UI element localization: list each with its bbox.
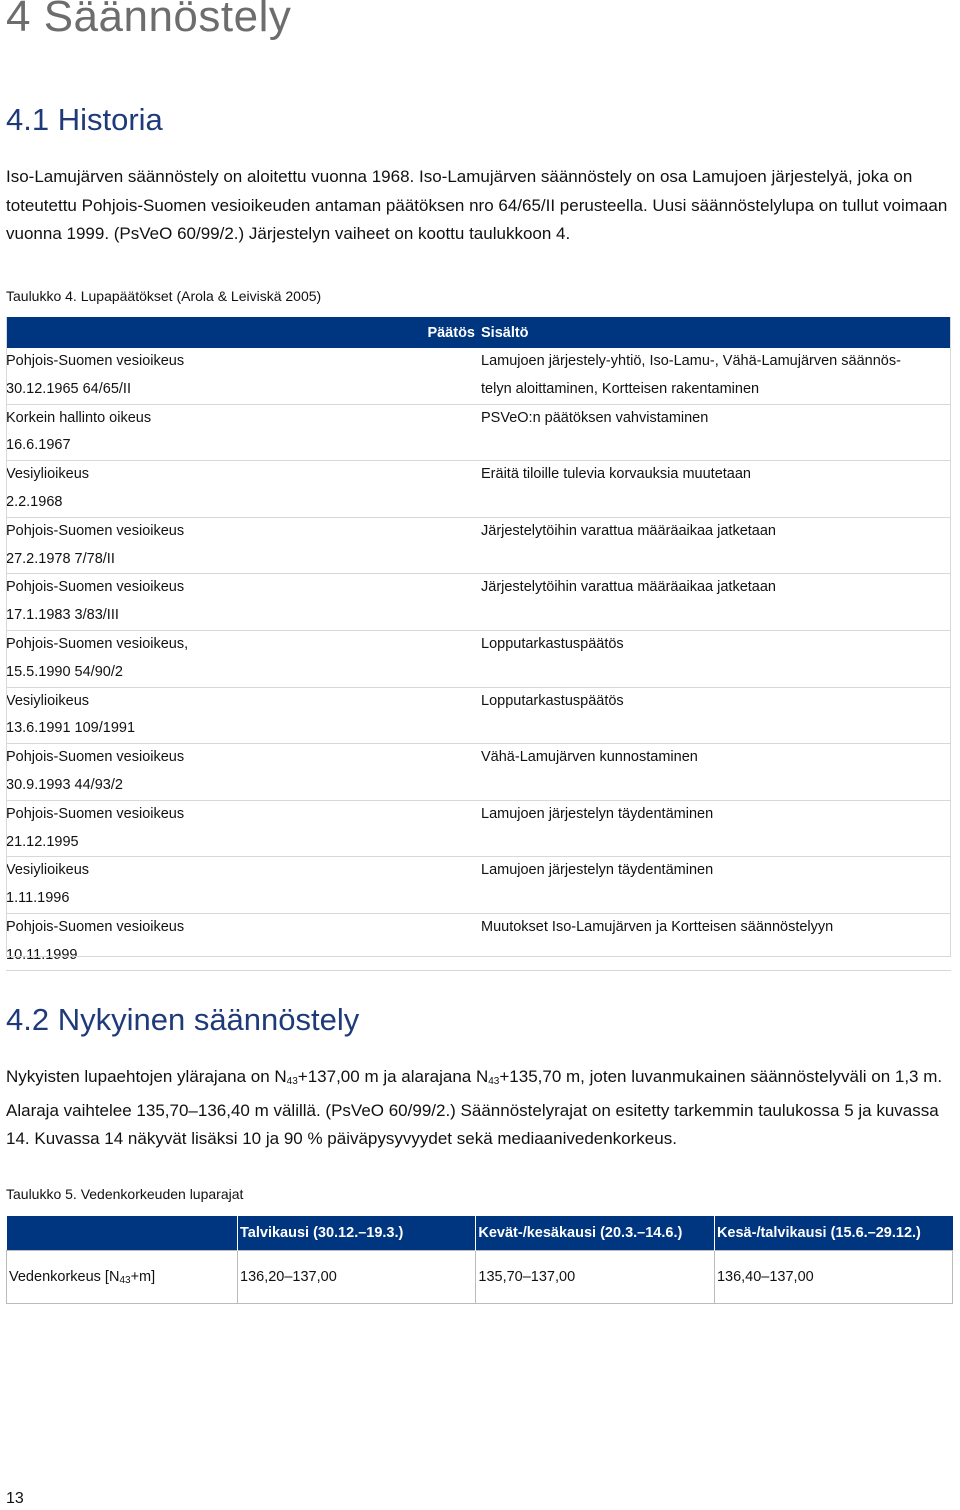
spacer-cell	[409, 517, 481, 574]
authority-text: Pohjois-Suomen vesioikeus,	[6, 635, 189, 652]
content-cell	[481, 857, 951, 914]
table-row	[6, 744, 951, 801]
section-title-nykyinen: 4.2 Nykyinen säännöstely	[6, 1002, 360, 1037]
content-text-line2	[481, 546, 951, 574]
paragraph-text: +135,70 m, joten luvanmukainen säännöstelyväli on 1,3 m. Alaraja vaihtelee 135,70–136,40 m välillä. (PsVeO 60/99/2.) Säännöstelyrajat on esitetty tarkemmin taulukossa 5 ja kuvassa 14. Kuvassa 14 näkyvät lisäksi 10 ja 90 % päiväpysyvyydet sekä mediaanivedenkorkeus.	[6, 1067, 943, 1148]
content-cell	[481, 517, 951, 574]
section-title-historia: 4.1 Historia	[6, 102, 163, 137]
subscript: 43	[286, 1076, 298, 1087]
content-cell	[481, 348, 951, 404]
authority-cell	[6, 857, 409, 914]
decision-text: 16.6.1967	[6, 437, 71, 454]
content-text-line2	[481, 942, 951, 970]
authority-text: Pohjois-Suomen vesioikeus	[6, 353, 185, 369]
table-row	[7, 1251, 953, 1304]
decision-text: 2.2.1968	[6, 493, 63, 510]
content-text-line2: telyn aloittaminen, Kortteisen rakentaminen	[481, 380, 760, 397]
content-text-line2	[481, 885, 951, 913]
value-winter: 136,20–137,00	[238, 1251, 476, 1304]
content-cell	[481, 630, 951, 687]
table4-caption: Taulukko 4. Lupapäätökset (Arola & Leiviskä 2005)	[6, 288, 322, 304]
content-text-line2	[481, 602, 951, 630]
content-text-line2	[481, 829, 951, 857]
content-text-line2	[481, 659, 951, 687]
content-cell	[481, 744, 951, 801]
spacer-cell	[409, 857, 481, 914]
header-content: Sisältö	[481, 317, 951, 348]
table-header-row	[6, 317, 951, 348]
authority-text: Vesiylioikeus	[6, 692, 90, 709]
authority-text: Vesiylioikeus	[6, 862, 90, 879]
content-text-line2	[481, 432, 951, 460]
spacer-cell	[409, 461, 481, 518]
content-text: Lamujoen järjestelyn täydentäminen	[481, 862, 714, 879]
subscript: 43	[119, 1274, 131, 1286]
content-text-line2	[481, 772, 951, 800]
paragraph-text: +137,00 m ja alarajana N	[297, 1067, 489, 1086]
authority-text: Pohjois-Suomen vesioikeus	[6, 749, 185, 766]
table-row	[6, 857, 951, 914]
row-label-text: +m]	[130, 1268, 156, 1285]
content-text-line2	[481, 715, 951, 743]
authority-cell	[6, 630, 409, 687]
content-text: Lamujoen järjestelyn täydentäminen	[481, 805, 714, 822]
decisions-table	[6, 317, 951, 971]
authority-cell	[6, 404, 409, 461]
table-row	[6, 687, 951, 744]
authority-cell	[6, 517, 409, 574]
authority-text: Pohjois-Suomen vesioikeus	[6, 805, 185, 822]
decision-text: 17.1.1983 3/83/III	[6, 607, 119, 624]
value-summer: 136,40–137,00	[714, 1251, 952, 1304]
table-row	[6, 461, 951, 518]
decision-text: 13.6.1991 109/1991	[6, 720, 136, 737]
table-header-row	[7, 1216, 953, 1251]
spacer-cell	[409, 574, 481, 631]
spacer-cell	[409, 630, 481, 687]
spacer-cell	[409, 404, 481, 461]
authority-cell	[6, 687, 409, 744]
header-authority	[6, 317, 409, 348]
spacer-cell	[409, 348, 481, 404]
authority-cell	[6, 574, 409, 631]
content-cell	[481, 800, 951, 857]
authority-cell	[6, 800, 409, 857]
decision-text: 1.11.1996	[6, 890, 70, 907]
header-empty	[7, 1216, 238, 1251]
paragraph-text: Nykyisten lupaehtojen ylärajana on N	[6, 1067, 287, 1086]
authority-text: Pohjois-Suomen vesioikeus	[6, 918, 185, 935]
content-text: Järjestelytöihin varattua määräaikaa jatketaan	[481, 579, 776, 596]
decision-text: 30.9.1993 44/93/2	[6, 776, 123, 793]
spacer-cell	[409, 687, 481, 744]
value-spring: 135,70–137,00	[476, 1251, 715, 1304]
content-text: Eräitä tiloille tulevia korvauksia muutetaan	[481, 466, 751, 483]
content-text: Lopputarkastuspäätös	[481, 692, 624, 709]
content-text: Vähä-Lamujärven kunnostaminen	[481, 749, 698, 766]
table-row	[6, 404, 951, 461]
table-row	[6, 348, 951, 404]
content-cell	[481, 687, 951, 744]
row-label	[7, 1251, 238, 1304]
content-text: PSVeO:n päätöksen vahvistaminen	[481, 409, 709, 426]
spacer-cell	[409, 744, 481, 801]
header-winter: Talvikausi (30.12.–19.3.)	[238, 1216, 476, 1251]
table-row	[6, 630, 951, 687]
table-row	[6, 574, 951, 631]
authority-cell	[6, 348, 409, 404]
table-row	[6, 913, 951, 970]
decision-text: 10.11.1999	[6, 946, 78, 963]
decision-text: 21.12.1995	[6, 833, 79, 850]
water-level-table	[6, 1216, 953, 1304]
content-text: Muutokset Iso-Lamujärven ja Kortteisen säännöstelyyn	[481, 918, 834, 935]
content-cell	[481, 913, 951, 970]
table-row	[6, 800, 951, 857]
row-label-text: Vedenkorkeus [N	[9, 1268, 120, 1285]
header-decision: Päätös	[409, 317, 481, 348]
table5-caption: Taulukko 5. Vedenkorkeuden luparajat	[6, 1186, 244, 1202]
table-row	[6, 517, 951, 574]
spacer-cell	[409, 800, 481, 857]
spacer-cell	[409, 913, 481, 970]
authority-text: Korkein hallinto oikeus	[6, 409, 152, 426]
decision-text: 30.12.1965 64/65/II	[6, 380, 131, 397]
content-text: Järjestelytöihin varattua määräaikaa jatketaan	[481, 522, 776, 539]
nykyinen-paragraph	[6, 1063, 954, 1154]
header-spring: Kevät-/kesäkausi (20.3.–14.6.)	[476, 1216, 715, 1251]
authority-cell	[6, 461, 409, 518]
decision-text: 27.2.1978 7/78/II	[6, 550, 115, 567]
page-heading: 4 Säännöstely	[6, 0, 292, 41]
header-summer: Kesä-/talvikausi (15.6.–29.12.)	[714, 1216, 952, 1251]
page-number: 13	[6, 1490, 24, 1507]
decision-text: 15.5.1990 54/90/2	[6, 663, 123, 680]
content-cell	[481, 574, 951, 631]
authority-text: Pohjois-Suomen vesioikeus	[6, 522, 185, 539]
authority-cell	[6, 744, 409, 801]
content-cell	[481, 404, 951, 461]
content-text: Lopputarkastuspäätös	[481, 635, 624, 652]
content-cell	[481, 461, 951, 518]
authority-cell	[6, 913, 409, 970]
content-text-line2	[481, 489, 951, 517]
authority-text: Vesiylioikeus	[6, 466, 90, 483]
content-text: Lamujoen järjestely-yhtiö, Iso-Lamu-, Vähä-Lamujärven säännös-	[481, 353, 901, 369]
subscript: 43	[488, 1076, 500, 1087]
historia-paragraph: Iso-Lamujärven säännöstely on aloitettu vuonna 1968. Iso-Lamujärven säännöstely on osa Lamujoen järjestelyä, joka on toteutettu Pohjois-Suomen vesioikeuden antaman päätöksen nro 64/65/II perusteella. Uusi säännöstelylupa on tullut voimaan vuonna 1999. (PsVeO 60/99/2.) Järjestelyn vaiheet on koottu taulukkoon 4.	[6, 167, 948, 243]
authority-text: Pohjois-Suomen vesioikeus	[6, 579, 185, 596]
